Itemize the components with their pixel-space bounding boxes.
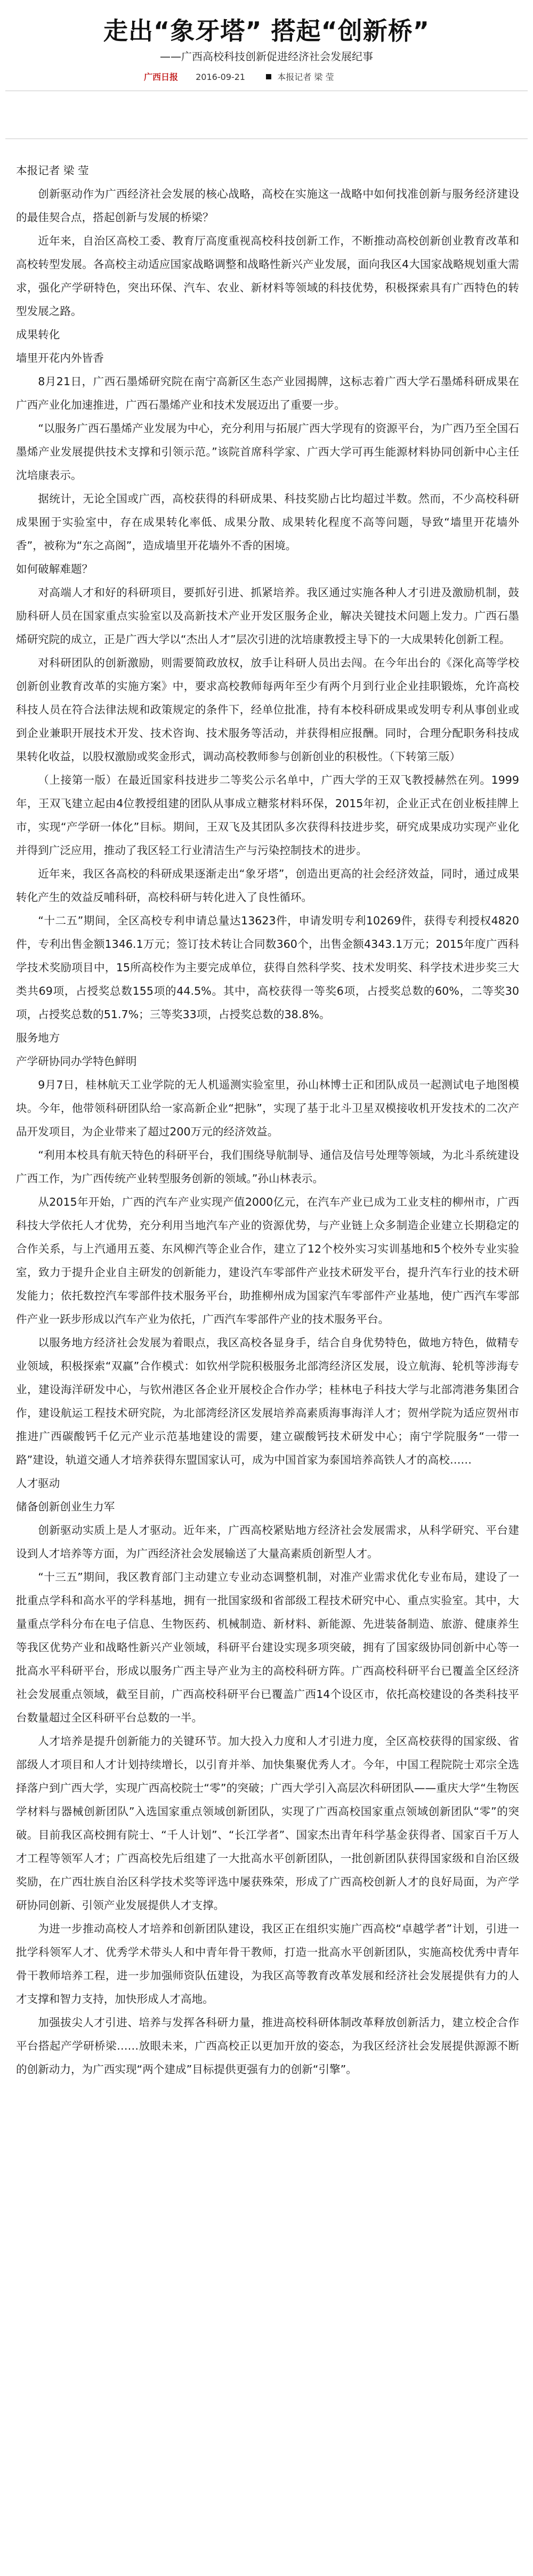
paragraph: 对高端人才和好的科研项目，要抓好引进、抓紧培养。我区通过实施各种人才引进及激励机制，鼓励科研人员在国家重点实验室以及高新技术产业开发区服务企业，解决关键技术问题上发力。广西石墨烯研究院的成立，正是广西大学以“杰出人才”层次引进的沈培康教授主导下的一大成果转化创新工程。 [16,586,519,646]
paragraph: 近年来，自治区高校工委、教育厅高度重视高校科技创新工作，不断推动高校创新创业教育改革和高校转型发展。各高校主动适应国家战略调整和战略性新兴产业发展，面向我区4大国家战略规划重大需求，强化产学研特色，突出环保、汽车、农业、新材料等领域的科技优势，积极探索具有广西特色的转型发展之路。 [16,234,519,318]
section-heading: 如何破解难题？ [16,563,93,575]
paragraph: 加强拔尖人才引进、培养与发挥各科研力量，推进高校科研体制改革释放创新活力，建立校企合作平台搭起产学研桥梁……放眼未来，广西高校正以更加开放的姿态，为我区经济社会发展提供源源不断的创新动力，为广西实现“两个建成”目标提供更强有力的创新“引擎”。 [16,2016,519,2076]
paragraph: 9月7日，桂林航天工业学院的无人机遥测实验室里，孙山林博士正和团队成员一起测试电子地图模块。今年，他带领科研团队给一家高新企业“把脉”，实现了基于北斗卫星双模接收机开发技术的二次产品开发项目，为企业带来了超过200万元的经济效益。 [16,1078,519,1138]
paragraph: 8月21日，广西石墨烯研究院在南宁高新区生态产业园揭牌，这标志着广西大学石墨烯科研成果在广西产业化加速推进，广西石墨烯产业和技术发展迈出了重要一步。 [16,375,519,411]
paragraph: 从2015年开始，广西的汽车产业实现产值2000亿元，在汽车产业已成为工业支柱的柳州市，广西科技大学依托人才优势，充分利用当地汽车产业的资源优势，与产业链上众多制造企业建立长期稳定的合作关系，与上汽通用五菱、东风柳汽等企业合作，建立了12个校外实习实训基地和5个校外专业实验室，致力于提升企业自主研发的创新能力，建设汽车零部件产业技术研发平台，提升汽车行业的技术研发能力；依托数控汽车零部件技术服务平台，助推柳州成为国家汽车零部件产业基地，使广西汽车零部件产业一跃步形成以汽车产业为依托，广西汽车零部件产业的技术服务平台。 [16,1196,519,1326]
paragraph: 人才培养是提升创新能力的关键环节。加大投入力度和人才引进力度，全区高校获得的国家级、省部级人才项目和人才计划持续增长，以引育并举、加快集聚优秀人才。今年，中国工程院院士邓宗全选择落户到广西大学，实现广西高校院士“零”的突破；广西大学引入高层次科研团队——重庆大学“生物医学材料与器械创新团队”入选国家重点领域创新团队，实现了广西高校国家重点领域创新团队“零”的突破。目前我区高校拥有院士、“千人计划”、“长江学者”、国家杰出青年科学基金获得者、国家百千万人才工程等领军人才；广西高校先后组建了一大批高水平创新团队，一批创新团队获得国家级和自治区级奖励，在广西壮族自治区科学技术奖等评选中屡获殊荣，形成了广西高校创新人才的良好局面，为产学研协同创新、引领产业发展提供人才支撑。 [16,1735,519,1912]
article-subtitle: ——广西高校科技创新促进经济社会发展纪事 [160,50,373,63]
bullet-square-icon [266,74,271,79]
paragraph: 近年来，我区各高校的科研成果逐渐走出“象牙塔”，创造出更高的社会经济效益，同时，通过成果转化产生的效益反哺科研，高校科研与转化进入了良性循环。 [16,867,519,904]
section-heading: 成果转化 [16,328,60,341]
source-label[interactable]: 广西日报 [144,72,179,82]
section-heading: 储备创新创业生力军 [16,1500,115,1513]
paragraph: “以服务广西石墨烯产业发展为中心，充分利用与拓展广西大学现有的资源平台，为广西乃至全国石墨烯产业发展提供技术支撑和引领示范。”该院首席科学家、广西大学可再生能源材料协同创新中心主任沈培康表示。 [16,422,519,482]
section-heading: 产学研协同办学特色鲜明 [16,1055,137,1068]
publish-date: 2016-09-21 [196,72,246,82]
section-heading: 墙里开花内外皆香 [16,352,104,364]
section-heading: 人才驱动 [16,1477,60,1490]
paragraph: 据统计，无论全国或广西，高校获得的科研成果、科技奖励占比均超过半数。然而，不少高校科研成果囿于实验室中，存在成果转化率低、成果分散、成果转化程度不高等问题，导致“墙里开花墙外香”，被称为“东之高阁”，造成墙里开花墙外不香的困境。 [16,492,519,552]
article-byline: 本报记者 梁 莹 [16,164,89,177]
paragraph: 对科研团队的创新激励，则需要简政放权，放手让科研人员出去闯。在今年出台的《深化高等学校创新创业教育改革的实施方案》中，要求高校教师每两年至少有两个月到行业企业挂职锻炼，允许高校科技人员在符合法律法规和政策规定的条件下，经单位批准，持有本校科研成果或发明专利从事创业或到企业兼职开展技术开发、技术咨询、技术服务等活动，并获得相应报酬。同时，合理分配职务科技成果转化收益，以股权激励或奖金形式，调动高校教师参与创新创业的积极性。（下转第三版） [16,656,519,763]
article-body [16,159,519,2081]
paragraph: 创新驱动作为广西经济社会发展的核心战略，高校在实施这一战略中如何找准创新与服务经济建设的最佳契合点，搭起创新与发展的桥梁？ [16,188,519,224]
paragraph: “十三五”期间，我区教育部门主动建立专业动态调整机制，对准产业需求优化专业布局，建设了一批重点学科和高水平的学科基地，拥有一批国家级和省部级工程技术研究中心、重点实验室。其中，大量重点学科分布在电子信息、生物医药、机械制造、新材料、新能源、先进装备制造、旅游、健康养生等我区优势产业和战略性新兴产业领域，科研平台建设实现多项突破，拥有了国家级协同创新中心等一批高水平科研平台，形成以服务广西主导产业为主的高校科研方阵。广西高校科研平台已覆盖全区经济社会发展重点领域，截至目前，广西高校科研平台已覆盖广西14个设区市，依托高校建设的各类科技平台数量超过全区科研平台总数的一半。 [16,1571,519,1724]
paragraph: 为进一步推动高校人才培养和创新团队建设，我区正在组织实施广西高校“卓越学者”计划，引进一批学科领军人才、优秀学术带头人和中青年骨干教师，打造一批高水平创新团队，实施高校优秀中青年骨干教师培养工程，进一步加强师资队伍建设，为我区高等教育改革发展和经济社会发展提供有力的人才支撑和智力支持，加快形成人才高地。 [16,1922,519,2005]
section-heading: 服务地方 [16,1031,60,1044]
article-title: 走出“象牙塔” 搭起“创新桥” [103,17,430,45]
article-meta [144,70,421,86]
paragraph: （上接第一版）在最近国家科技进步二等奖公示名单中，广西大学的王双飞教授赫然在列。1999年，王双飞建立起由4位教授组建的团队从事成立糖浆材料环保，2015年初，企业正式在创业板挂牌上市，实现“产学研一体化”目标。期间，王双飞及其团队多次获得科技进步奖，研究成果成功实现产业化并得到广泛应用，推动了我区轻工行业清洁生产与污染控制技术的进步。 [16,774,519,857]
paragraph: “利用本校具有航天特色的科研平台，我们围绕导航制导、通信及信号处理等领域，为北斗系统建设广西工作，为广西传统产业转型服务创新的领域。”孙山林表示。 [16,1149,519,1185]
paragraph: 创新驱动实质上是人才驱动。近年来，广西高校紧贴地方经济社会发展需求，从科学研究、平台建设到人才培养等方面，为广西经济社会发展输送了大量高素质创新型人才。 [16,1524,519,1560]
paragraph: “十二五”期间，全区高校专利申请总量达13623件，申请发明专利10269件，获得专利授权4820件，专利出售金额1346.1万元；签订技术转让合同数360个，出售金额4343.1万元；2015年度广西科学技术奖励项目中，15所高校作为主要完成单位，获得自然科学奖、技术发明奖、科学技术进步奖三大类共69项，占授奖总数155项的44.5%。其中，高校获得一等奖6项，占授奖总数的60%，二等奖30项，占授奖总数的51.7%；三等奖33项，占授奖总数的38.8%。 [16,914,519,1021]
author-label: 本报记者 梁 莹 [277,72,334,82]
paragraph: 以服务地方经济社会发展为着眼点，我区高校各显身手，结合自身优势特色，做地方特色，做精专业领域，积极探索“双赢”合作模式：如钦州学院积极服务北部湾经济区发展，设立航海、轮机等涉海专业，建设海洋研发中心，与钦州港区各企业开展校企合作办学；桂林电子科技大学与北部湾港务集团合作，建设航运工程技术研究院，为北部湾经济区发展培养高素质海事海洋人才；贺州学院为适应贺州市推进广西碳酸钙千亿元产业示范基地建设的需要，建立碳酸钙技术研发中心；南宁学院服务“一带一路”建设，轨道交通人才培养获得东盟国家认可，成为中国首家为泰国培养高铁人才的高校…… [16,1336,519,1466]
